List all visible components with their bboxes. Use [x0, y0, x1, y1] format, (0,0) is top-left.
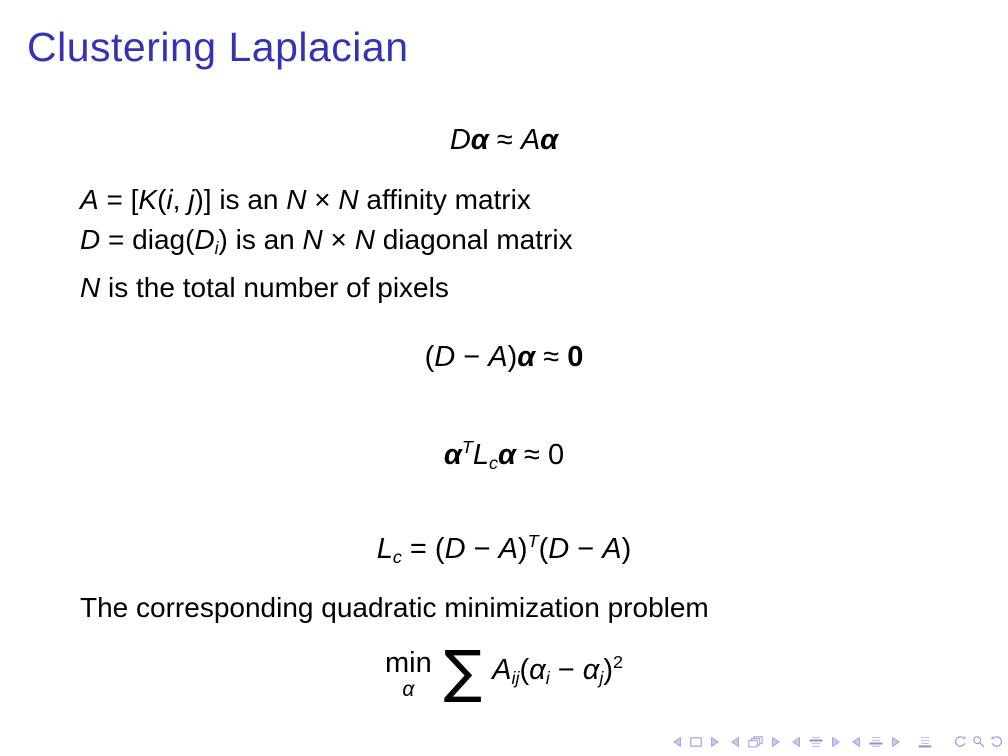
math-var: N	[286, 184, 307, 215]
math-text: = diag(	[100, 224, 195, 255]
formula-laplacian-zero	[0, 341, 1008, 374]
formula-minimization	[0, 639, 1008, 705]
math-var: α	[529, 654, 546, 687]
formula-d-alpha	[0, 124, 1008, 157]
formula-quadratic-form	[0, 437, 1008, 474]
math-superscript: 2	[612, 651, 623, 672]
math-text: = [	[98, 184, 139, 215]
math-text: ) is an	[218, 224, 303, 255]
math-var: D	[194, 224, 215, 255]
math-text: )] is an	[194, 184, 287, 215]
math-text: affinity matrix	[358, 184, 531, 215]
math-subscript: j	[599, 668, 604, 689]
math-subscript: i	[545, 668, 550, 689]
min-label: min	[385, 647, 432, 680]
math-operator: −	[569, 533, 603, 566]
math-text: (	[157, 184, 167, 215]
math-superscript: T	[461, 437, 473, 457]
math-text: )	[603, 654, 613, 687]
math-var: A	[498, 533, 518, 566]
prev-slide-icon[interactable]	[673, 737, 681, 747]
slide-title: Clustering Laplacian	[27, 24, 409, 70]
back-icon[interactable]	[952, 735, 967, 748]
beamer-navigation-bar	[673, 735, 1005, 748]
section-list-icon[interactable]	[809, 736, 823, 748]
nav-group-slide	[673, 737, 719, 747]
math-var: N	[338, 184, 359, 215]
math-vector: α	[497, 439, 516, 472]
math-var: K	[138, 184, 158, 215]
definition-line-pixels	[80, 268, 573, 308]
math-text: ×	[306, 184, 339, 215]
math-relation: ≈	[488, 124, 521, 156]
frame-icon[interactable]	[690, 737, 702, 747]
definition-line-affinity	[80, 180, 573, 220]
next-subsection-icon[interactable]	[892, 737, 900, 747]
prev-section-icon[interactable]	[792, 737, 800, 747]
search-icon[interactable]	[972, 735, 985, 748]
min-operator	[385, 648, 432, 700]
math-var: D	[80, 224, 101, 255]
math-var: L	[376, 533, 393, 566]
math-var: α	[582, 654, 600, 687]
nav-group-section	[792, 736, 840, 748]
math-text: ×	[322, 224, 355, 255]
next-slide-icon[interactable]	[711, 737, 719, 747]
minimization-sentence: The corresponding quadratic minimization problem	[80, 592, 709, 623]
min-subscript-alpha: α	[402, 677, 415, 701]
math-text: = (	[401, 533, 445, 566]
summand	[492, 652, 623, 689]
math-text: (	[538, 533, 549, 566]
next-section-icon[interactable]	[832, 737, 840, 747]
math-relation: ≈	[535, 341, 568, 373]
math-var: A	[492, 654, 512, 687]
math-var: j	[188, 184, 195, 215]
math-var: D	[449, 124, 471, 156]
math-text: (	[424, 341, 435, 373]
math-var: D	[434, 341, 456, 373]
math-var: A	[602, 533, 622, 566]
prev-subsection-icon[interactable]	[852, 737, 860, 747]
math-text: diagonal matrix	[374, 224, 573, 255]
math-vector: α	[443, 439, 462, 472]
math-var: N	[80, 271, 101, 303]
math-operator: −	[549, 654, 583, 687]
definitions-block	[80, 180, 573, 308]
math-var: L	[472, 439, 489, 472]
frame-stack-icon[interactable]	[748, 736, 763, 748]
math-vector: α	[517, 341, 536, 373]
math-var: i	[166, 184, 173, 215]
math-text: )	[517, 533, 528, 566]
forward-icon[interactable]	[990, 735, 1005, 748]
math-subscript: c	[392, 547, 402, 568]
summation-symbol: ∑	[443, 639, 483, 705]
math-superscript: T	[527, 531, 539, 551]
math-text: (	[519, 654, 530, 687]
math-zero: 0	[547, 439, 565, 472]
math-var: A	[80, 184, 99, 215]
math-vector: α	[470, 124, 489, 156]
math-vector: α	[540, 124, 559, 156]
nav-group-appendix	[918, 736, 932, 748]
nav-group-tools	[952, 735, 1005, 748]
math-var: N	[302, 224, 323, 255]
next-frame-icon[interactable]	[772, 737, 780, 747]
math-operator: −	[455, 341, 489, 373]
math-var: A	[488, 341, 508, 373]
math-operator: −	[465, 533, 499, 566]
subsection-list-icon[interactable]	[869, 736, 883, 748]
math-relation: ≈	[515, 439, 548, 472]
math-var: A	[520, 124, 541, 156]
math-var: D	[548, 533, 570, 566]
math-text: )	[621, 533, 632, 566]
math-bold-zero: 0	[567, 341, 584, 373]
nav-group-subsection	[852, 736, 900, 748]
math-text: )	[507, 341, 518, 373]
math-subscript: ij	[511, 668, 520, 689]
math-var: D	[444, 533, 466, 566]
math-text: is the total number of pixels	[100, 271, 449, 303]
definition-line-diagonal	[80, 220, 573, 268]
prev-frame-icon[interactable]	[731, 737, 739, 747]
math-subscript: i	[214, 237, 219, 258]
formula-lc-definition	[0, 531, 1008, 568]
math-var: N	[354, 224, 375, 255]
math-text: ,	[172, 184, 189, 215]
appendix-list-icon[interactable]	[918, 736, 932, 748]
nav-group-frame	[731, 736, 780, 748]
math-subscript: c	[488, 453, 498, 474]
